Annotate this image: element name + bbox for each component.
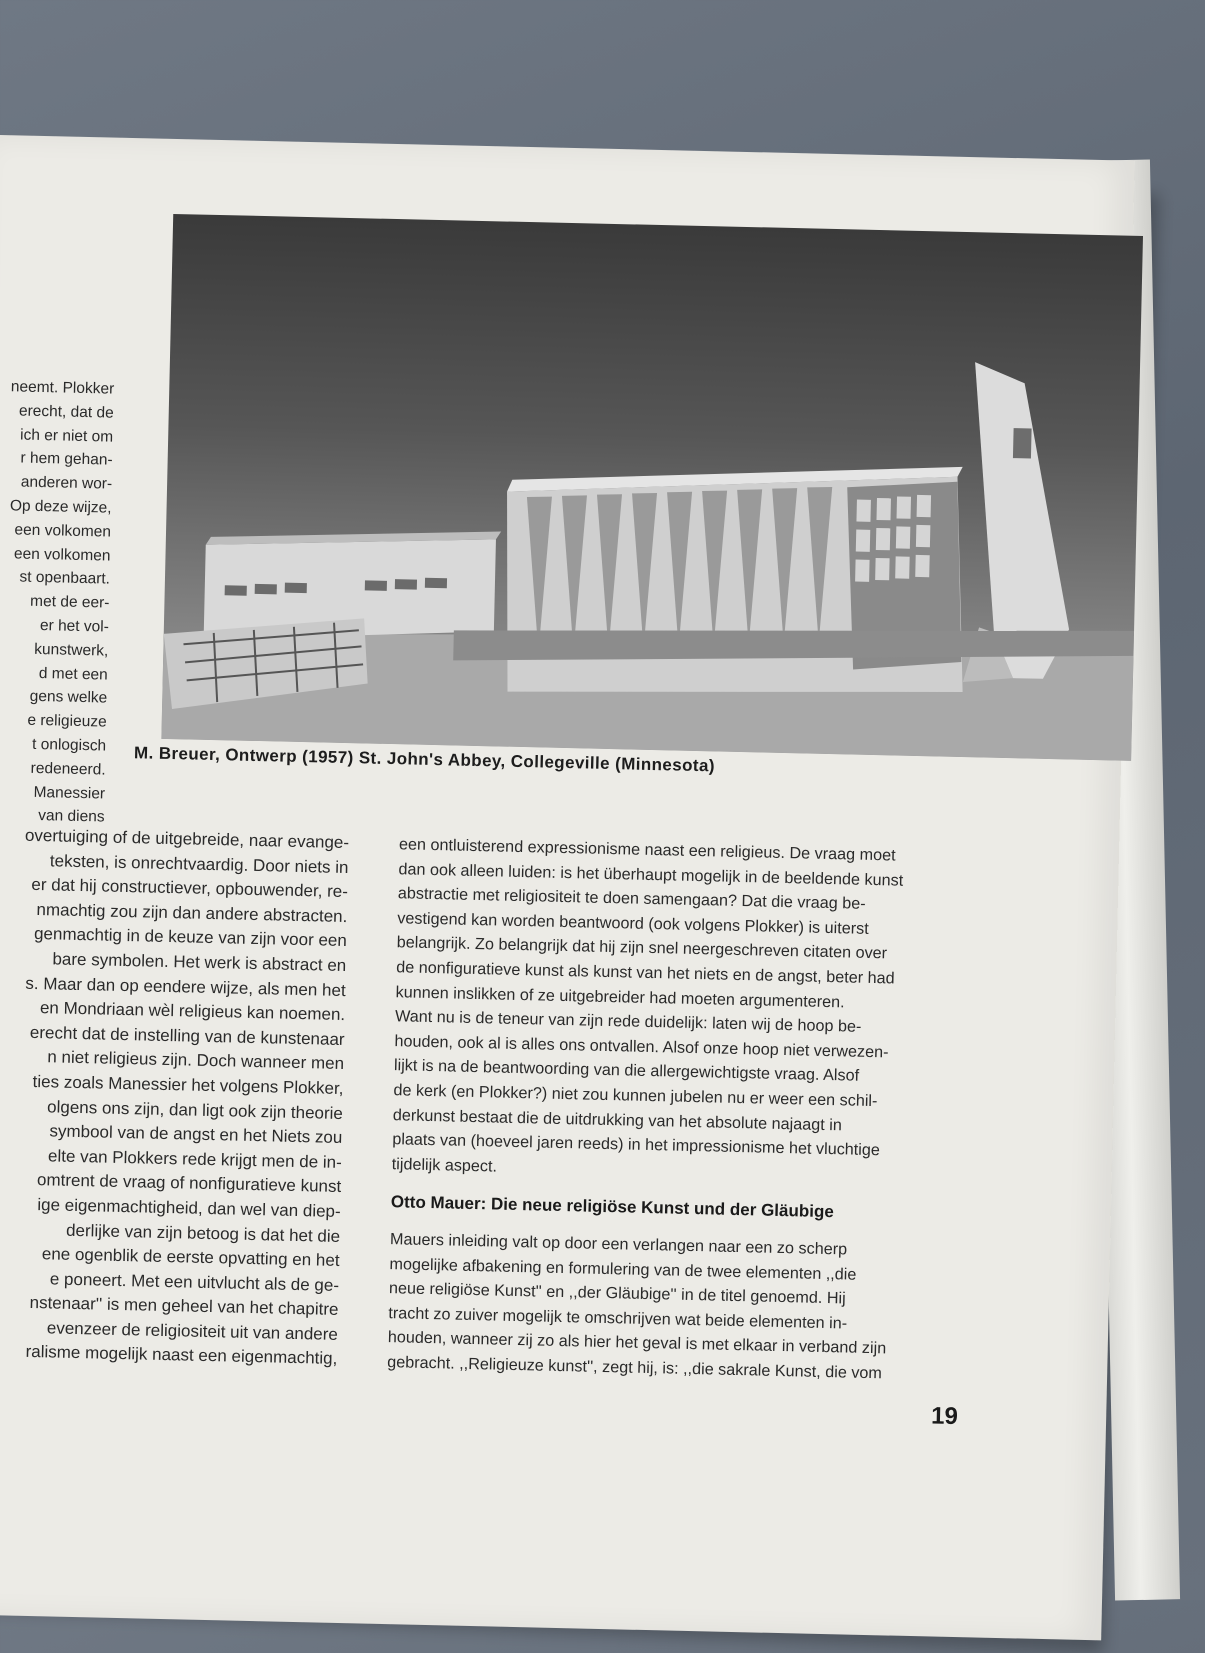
text-line: nstenaar'' is men geheel van het chapitre [29,1293,339,1320]
text-line: de kerk (en Plokker?) niet zou kunnen jubelen nu er weer een schil- [393,1081,878,1111]
text-line: en Mondriaan wèl religieus kan noemen. [39,998,346,1025]
text-line: er het vol- [39,617,110,636]
text-line: ralisme mogelijk naast een eigenmachtig, [25,1342,338,1369]
text-line: n niet religieus zijn. Doch wanneer men [47,1047,345,1074]
right-column-paragraph-2 [387,1227,970,1388]
text-line: ige eigenmachtigheid, dan wel van diep- [37,1195,341,1221]
text-line: t onlogisch [31,735,107,755]
section-heading: Otto Mauer: Die neue religiöse Kunst und der Gläubige [390,1192,834,1222]
text-line: ich er niet om [19,426,114,446]
text-line: st openbaart. [19,568,111,588]
text-line: abstractie met religiositeit te doen samengaan? Dat die vraag be- [397,884,866,914]
text-line: ties zoals Manessier het volgens Plokker, [32,1071,344,1098]
text-line: erecht, dat de [18,402,114,422]
text-line: een volkomen [14,521,112,541]
photo-caption: M. Breuer, Ontwerp (1957) St. John's Abbey, Collegeville (Minnesota) [133,743,716,776]
text-line: bare symbolen. Het werk is abstract en [52,949,347,976]
book-page [0,135,1135,1640]
abbey-model-illustration [161,214,1143,761]
text-line: houden, wanneer zij zo als hier het geval is met elkaar in verband zijn [387,1328,887,1358]
text-line: olgens ons zijn, dan ligt ook zijn theorie [46,1096,344,1123]
text-line: gens welke [29,688,108,707]
page-number: 19 [930,1402,959,1431]
text-line: houden, ook al is alles ons ontvallen. Alsof onze hoop niet verwezen- [394,1031,889,1062]
text-line: Mauers inleiding valt op door een verlangen naar een zo scherp [389,1230,848,1259]
architecture-model-photo [161,214,1143,761]
text-line: genmachtig in de keuze van zijn voor een [33,924,348,951]
text-line: neue religiöse Kunst'' en ,,der Gläubige'' in de titel genoemd. Hij [388,1279,846,1308]
text-line: omtrent de vraag of nonfiguratieve kunst [36,1170,342,1197]
text-line: symbool van de angst en het Niets zou [49,1121,343,1148]
text-line: dan ook alleen luiden: is het überhaupt mogelijk in de beeldende kunst [398,859,904,890]
text-line: de nonfiguratieve kunst als kunst van het niets en de angst, beter had [396,958,895,988]
text-line: tijdelijk aspect. [391,1154,498,1176]
text-line: Op deze wijze, [9,497,112,517]
text-line: redeneerd. [30,759,106,779]
text-line: van diens [38,807,105,826]
text-line: ene ogenblik de eerste opvatting en het [41,1244,340,1271]
text-line: teksten, is onrechtvaardig. Door niets in [49,850,349,877]
text-line: een ontluisterend expressionisme naast een religieus. De vraag moet [398,835,896,865]
text-line: nmachtig zou zijn dan andere abstracten. [36,899,348,926]
text-line: lijkt is na de beantwoording van die allergewichtigste vraag. Alsof [393,1056,860,1086]
text-line: vestigend kan worden beantwoord (ook volgens Plokker) is uiterst [397,908,869,938]
text-line: belangrijk. Zo belangrijk dat hij zijn snel neergeschreven citaten over [396,933,888,963]
text-line: plaats van (hoeveel jaren reeds) in het impressionisme het vluchtige [392,1130,881,1160]
text-line: tracht zo zuiver mogelijk te omschrijven wat beide elementen in- [388,1303,848,1333]
text-line: mogelijke afbakening en formulering van de twee elementen ,,die [389,1254,857,1284]
text-line: elte van Plokkers rede krijgt men de in- [47,1146,342,1172]
text-line: Want nu is de teneur van zijn rede duidelijk: laten wij de hoop be- [394,1007,862,1036]
right-column-text [387,832,979,1387]
text-line: er dat hij constructiever, opbouwender, re- [31,875,349,902]
text-line: kunnen inslikken of ze uitgebreider had moeten argumenteren. [395,982,845,1011]
text-line: r hem gehan- [20,449,113,470]
text-line: erecht dat de instelling van de kunstenaar [29,1022,345,1049]
text-line: e poneert. Met een uitvlucht als de ge- [49,1269,340,1295]
text-line: neemt. Plokker [10,378,115,398]
text-line: anderen wor- [20,473,113,493]
text-line: derkunst bestaat die de uitdrukking van het absolute najaagt in [392,1105,843,1134]
text-line: e religieuze [27,711,107,731]
text-line: met de eer- [29,592,110,612]
text-line: s. Maar dan op eendere wijze, als men het [25,973,346,1000]
text-line: d met een [38,664,108,684]
text-line: een volkomen [13,545,111,565]
text-line: overtuiging of de uitgebreide, naar evange- [24,825,350,853]
text-line: evenzeer de religiositeit uit van andere [46,1318,339,1344]
text-line: gebracht. ,,Religieuze kunst'', zegt hij, is: ,,die sakrale Kunst, die vom [387,1352,883,1383]
right-column-paragraph-1 [391,832,979,1189]
left-column-text [0,823,349,1372]
text-line: kunstwerk, [34,640,109,660]
text-line: derlijke van zijn betoog is dat het die [65,1220,341,1246]
left-narrow-text-block [0,375,115,830]
text-line: Manessier [33,783,106,803]
